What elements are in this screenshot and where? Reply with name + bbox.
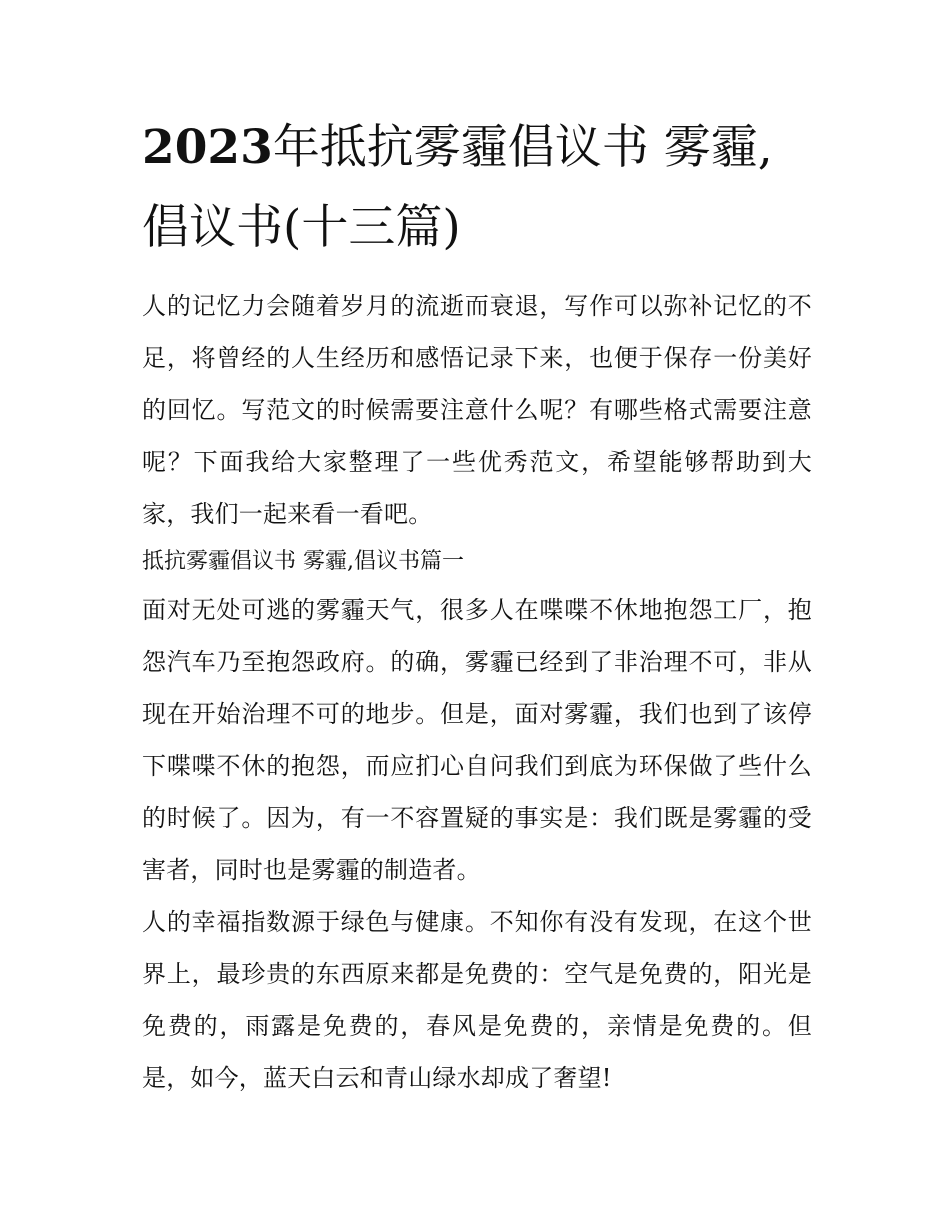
document-title	[142, 108, 812, 268]
title-text: 年抵抗雾霾倡议书 雾霾,倡议书(十三篇)	[142, 120, 773, 255]
document-body	[142, 108, 812, 1104]
section-heading: 抵抗雾霾倡议书 雾霾,倡议书篇一	[142, 549, 464, 574]
body-paragraph-2: 人的幸福指数源于绿色与健康。不知你有没有发现，在这个世界上，最珍贵的东西原来都是免费的：空气是免费的，阳光是免费的，雨露是免费的，春风是免费的，亲情是免费的。但是，如今，蓝天白云和青山绿水却成了奢望!	[142, 908, 812, 1092]
intro-paragraph: 人的记忆力会随着岁月的流逝而衰退，写作可以弥补记忆的不足，将曾经的人生经历和感悟记录下来，也便于保存一份美好的回忆。写范文的时候需要注意什么呢？有哪些格式需要注意呢？下面我给大家整理了一些优秀范文，希望能够帮助到大家，我们一起来看一看吧。	[142, 292, 812, 528]
body-paragraph-1: 面对无处可逃的雾霾天气，很多人在喋喋不休地抱怨工厂，抱怨汽车乃至抱怨政府。的确，雾霾已经到了非治理不可，非从现在开始治理不可的地步。但是，面对雾霾，我们也到了该停下喋喋不休的抱怨，而应扪心自问我们到底为环保做了些什么的时候了。因为，有一不容置疑的事实是：我们既是雾霾的受害者，同时也是雾霾的制造者。	[142, 596, 812, 884]
title-year: 2023	[142, 120, 273, 175]
